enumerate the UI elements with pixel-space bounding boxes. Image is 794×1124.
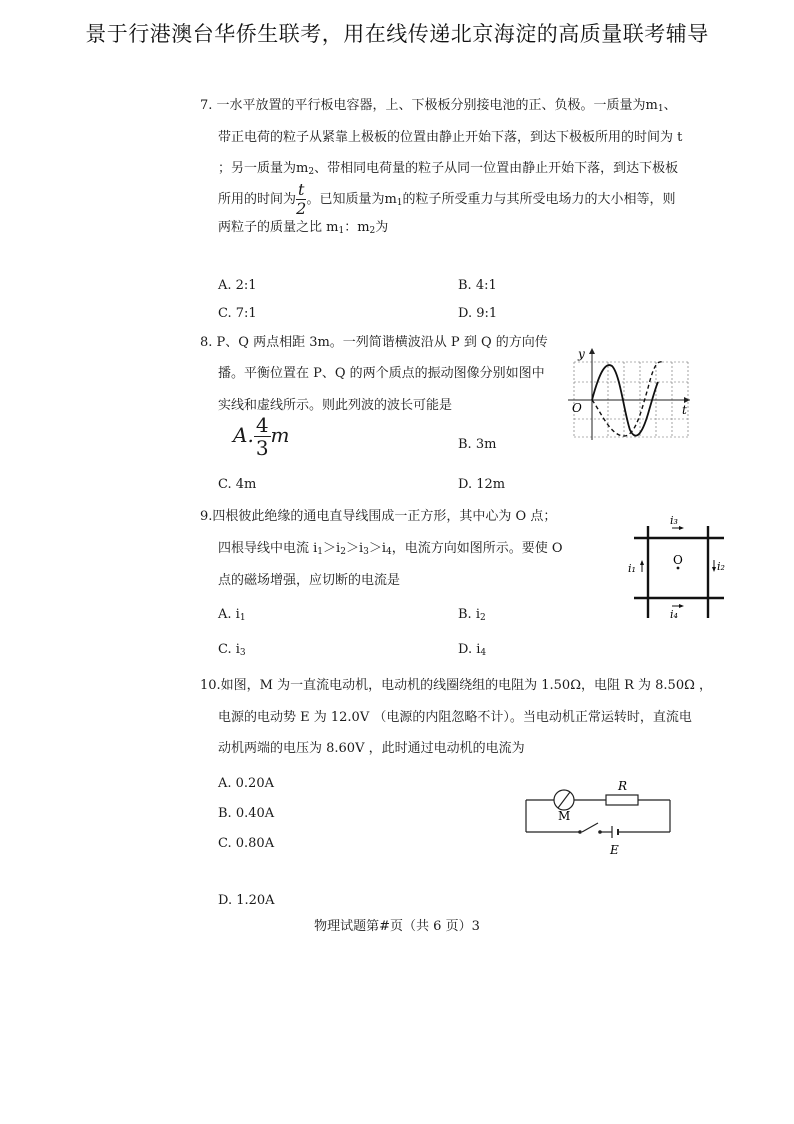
q7-line-4: 所用的时间为 $\frac{t}{2}$ 。已知质量为m1的粒子所受重力与其所受电场力的大小相等，则 bbox=[218, 180, 676, 218]
graph-x-label: t bbox=[682, 403, 687, 417]
q9-line-2: 四根导线中电流 i1＞i2＞i3＞i4，电流方向如图所示。要使 O bbox=[218, 541, 563, 557]
center-o-label: O bbox=[673, 553, 683, 567]
q10-line-1: 10.如图，M 为一直流电动机，电动机的线圈绕组的电阻为 1.50Ω，电阻 R 为 8.50Ω ， bbox=[200, 678, 713, 693]
q10-option-d: D. 1.20A bbox=[218, 893, 275, 908]
q9-square-wires-figure bbox=[628, 510, 730, 622]
q8-option-d: D. 12m bbox=[458, 477, 506, 492]
source-label: E bbox=[610, 843, 619, 857]
q10-line-2: 电源的电动势 E 为 12.0V （电源的内阻忽略不计）。当电动机正常运转时，直流电 bbox=[218, 710, 692, 725]
label-i2: i₂ bbox=[717, 560, 725, 573]
q7-line-1: 7. 一水平放置的平行板电容器，上、下极板分别接电池的正、负极。一质量为m1、 bbox=[200, 98, 677, 114]
q8-vibration-graph bbox=[566, 342, 694, 442]
label-i1: i₁ bbox=[628, 562, 636, 575]
q10-circuit-diagram bbox=[518, 776, 678, 858]
q8-line-3: 实线和虚线所示。则此列波的波长可能是 bbox=[218, 398, 453, 413]
resistor-label: R bbox=[618, 779, 628, 793]
q7-option-a: A. 2:1 bbox=[218, 278, 257, 293]
q8-option-c: C. 4m bbox=[218, 477, 257, 492]
q9-option-b: B. i2 bbox=[458, 607, 486, 623]
q10-option-c: C. 0.80A bbox=[218, 836, 275, 851]
q8-option-a: A. $\frac{4}{3}$ m bbox=[233, 413, 290, 460]
fraction-t-over-2: $\frac{t}{2}$ bbox=[296, 180, 307, 218]
q10-option-a: A. 0.20A bbox=[218, 776, 274, 791]
q10-option-b: B. 0.40A bbox=[218, 806, 275, 821]
q10-line-3: 动机两端的电压为 8.60V ，此时通过电动机的电流为 bbox=[218, 741, 525, 756]
q8-line-1: 8. P、Q 两点相距 3m。一列简谐横波沿从 P 到 Q 的方向传 bbox=[200, 335, 548, 350]
q9-option-a: A. i1 bbox=[218, 607, 246, 623]
graph-origin-label: O bbox=[572, 401, 582, 415]
q8-line-2: 播。平衡位置在 P、Q 的两个质点的振动图像分别如图中 bbox=[218, 366, 545, 381]
q9-option-d: D. i4 bbox=[458, 642, 487, 658]
q7-line-3: ；另一质量为m2、带相同电荷量的粒子从同一位置由静止开始下落，到达下极板 bbox=[218, 161, 679, 177]
graph-y-label: y bbox=[578, 347, 585, 361]
q7-line-5: 两粒子的质量之比 m1：m2为 bbox=[218, 220, 389, 236]
q7-line-2: 带正电荷的粒子从紧靠上极板的位置由静止开始下落，到达下极板所用的时间为 t bbox=[218, 130, 683, 145]
q7-option-b: B. 4:1 bbox=[458, 278, 497, 293]
q9-line-3: 点的磁场增强，应切断的电流是 bbox=[218, 573, 401, 588]
motor-label: M bbox=[558, 809, 571, 823]
q8-option-b: B. 3m bbox=[458, 437, 497, 452]
label-i3: i₃ bbox=[670, 514, 678, 527]
page-footer: 物理试题第#页（共 6 页）3 bbox=[314, 919, 480, 934]
q9-line-1: 9.四根彼此绝缘的通电直导线围成一正方形，其中心为 O 点； bbox=[200, 509, 557, 524]
page-header-banner: 景于行港澳台华侨生联考，用在线传递北京海淀的高质量联考辅导 bbox=[85, 22, 709, 46]
label-i4: i₄ bbox=[670, 608, 678, 621]
q7-option-d: D. 9:1 bbox=[458, 306, 498, 321]
q9-option-c: C. i3 bbox=[218, 642, 246, 658]
q7-option-c: C. 7:1 bbox=[218, 306, 257, 321]
